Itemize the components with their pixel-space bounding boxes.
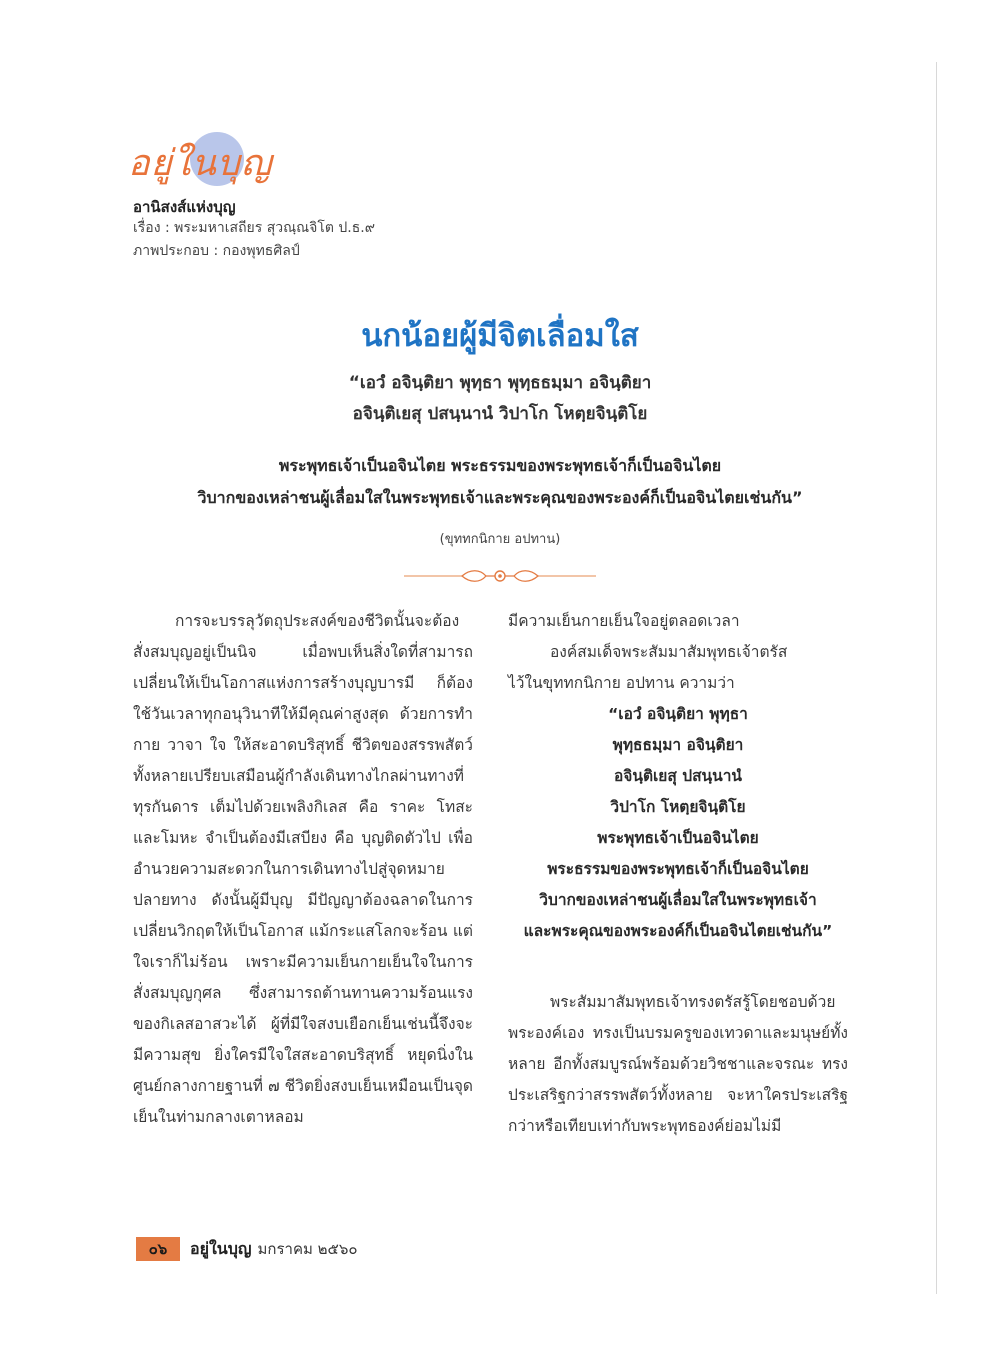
right-verse-line: และพระคุณของพระองค์ก็เป็นอจินไตยเช่นกัน” [523,922,833,940]
translation-line: พระพุทธเจ้าเป็นอจินไตย พระธรรมของพระพุทธเจ้าก็เป็นอจินไตย [278,456,722,475]
pali-verse-line: “เอวํ อจินฺติยา พุทฺธา พุทฺธธมฺมา อจินฺติยา [348,373,652,393]
ornament-divider-icon [400,568,600,584]
right-verse-line: วิปาโก โหตฺยจินฺติโย [610,798,746,816]
page-edge-rule [936,62,937,1294]
logo-text: อยู่ในบุญ [128,143,273,184]
right-verse-line: “เอวํ อจินฺติยา พุทฺธา [608,705,748,723]
column-title: อานิสงส์แห่งบุญ [133,198,236,216]
right-line: มีความเย็นกายเย็นใจอยู่ตลอดเวลา [508,612,740,630]
pali-verse [160,368,840,430]
verse-source: (ขุททกนิกาย อปทาน) [439,532,561,547]
author-line: เรื่อง : พระมหาเสถียร สุวณฺณจิโต ป.ธ.๙ [133,220,375,236]
right-verse-line: วิบากของเหล่าชนผู้เลื่อมใสในพระพุทธเจ้า [539,891,817,909]
footer-magazine-name: อยู่ในบุญ [190,1238,252,1258]
illustration-credit: ภาพประกอบ : กองพุทธศิลป์ [133,243,300,259]
right-paragraph: พระสัมมาสัมพุทธเจ้าทรงตรัสรู้โดยชอบด้วยพระองค์เอง ทรงเป็นบรมครูของเทวดาและมนุษย์ทั้งหลาย อีกทั้งสมบูรณ์พร้อมด้วยวิชชาและจรณะ ทรงประเสริฐกว่าสรรพสัตว์ทั้งหลาย จะหาใครประเสริฐกว่าหรือเทียบเท่ากับพระพุทธองค์ย่อมไม่มี [508,993,848,1135]
right-line: ไว้ในขุททกนิกาย อปทาน ความว่า [508,674,735,692]
footer-issue-date: มกราคม ๒๕๖๐ [257,1240,358,1258]
pali-verse-line: อจินฺติเยสุ ปสนฺนานํ วิปาโก โหตฺยจินฺติโย [352,404,648,424]
right-line: องค์สมเด็จพระสัมมาสัมพุทธเจ้าตรัส [550,643,788,661]
right-verse-line: อจินฺติเยสุ ปสนฺนานํ [613,767,743,785]
right-verse-line: พระธรรมของพระพุทธเจ้าก็เป็นอจินไตย [547,860,809,878]
byline [133,217,375,263]
page-number: ๐๖ [136,1237,180,1261]
right-verse-line: พระพุทธเจ้าเป็นอจินไตย [597,829,759,847]
magazine-logo [128,130,273,190]
right-column [508,606,848,1142]
page-footer [136,1236,358,1262]
left-paragraph: การจะบรรลุวัตถุประสงค์ของชีวิตนั้นจะต้องสั่งสมบุญอยู่เป็นนิจ เมื่อพบเห็นสิ่งใดที่สามารถเปลี่ยนให้เป็นโอกาสแห่งการสร้างบุญบารมี ก็ต้องใช้วันเวลาทุกอนุวินาทีให้มีคุณค่าสูงสุด ด้วยการทำกาย วาจา ใจ ให้สะอาดบริสุทธิ์ ชีวิตของสรรพสัตว์ทั้งหลายเปรียบเสมือนผู้กำลังเดินทางไกลผ่านทางที่ทุรกันดาร เต็มไปด้วยเพลิงกิเลส คือ ราคะ โทสะ และโมหะ จำเป็นต้องมีเสบียง คือ บุญติดตัวไป เพื่ออำนวยความสะดวกในการเดินทางไปสู่จุดหมายปลายทาง ดังนั้นผู้มีบุญ มีปัญญาต้องฉลาดในการเปลี่ยนวิกฤตให้เป็นโอกาส แม้กระแสโลกจะร้อน แต่ใจเราก็ไม่ร้อน เพราะมีความเย็นกายเย็นใจในการสั่งสมบุญกุศล ซึ่งสามารถต้านทานความร้อนแรงของกิเลสอาสวะได้ ผู้ที่มีใจสงบเยือกเย็นเช่นนี้จึงจะมีความสุข ยิ่งใครมีใจใสสะอาดบริสุทธิ์ หยุดนิ่งในศูนย์กลางกายฐานที่ ๗ ชีวิตยิ่งสงบเย็นเหมือนเป็นจุดเย็นในท่ามกลางเตาหลอม [133,612,473,1126]
right-verse-line: พุทฺธธมฺมา อจินฺติยา [612,736,744,754]
verse-translation [130,450,870,514]
article-headline: นกน้อยผู้มีจิตเลื่อมใส [361,318,639,354]
left-column [133,606,473,1133]
paragraph-gap [508,947,848,987]
translation-line: วิบากของเหล่าชนผู้เลื่อมใสในพระพุทธเจ้าและพระคุณของพระองค์ก็เป็นอจินไตยเช่นกัน” [197,488,803,507]
